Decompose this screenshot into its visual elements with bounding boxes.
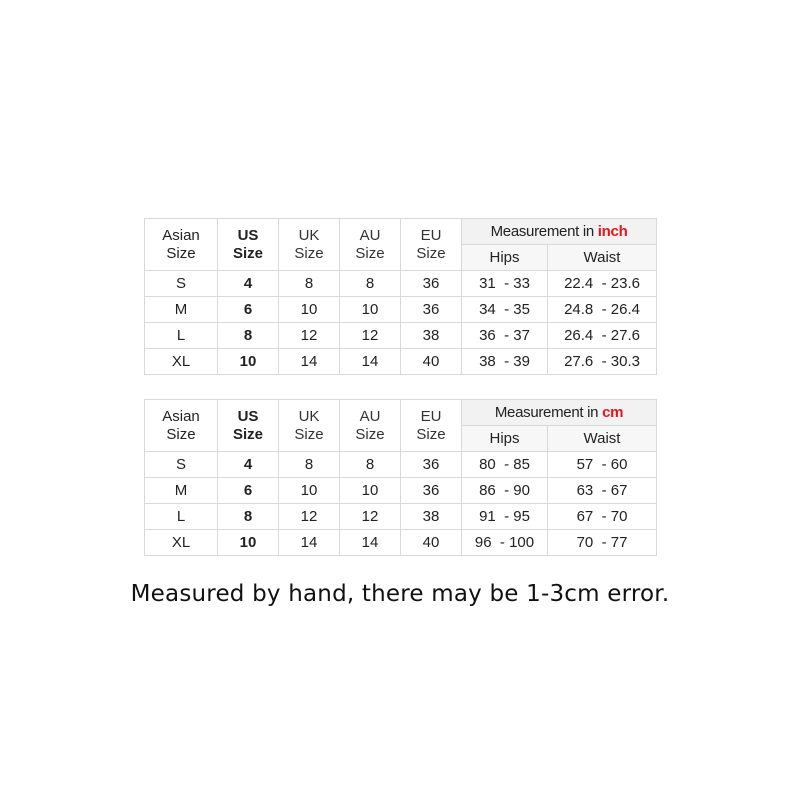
cell-uk: 8 <box>279 452 340 478</box>
header-measurement-inch: Measurement in inch <box>462 219 657 245</box>
header-au-size: AU Size <box>340 219 401 271</box>
cell-us: 6 <box>218 297 279 323</box>
header-uk-size: UK Size <box>279 219 340 271</box>
cell-hips: 91 - 95 <box>462 504 548 530</box>
cell-eu: 40 <box>401 349 462 375</box>
header-eu-size: EU Size <box>401 219 462 271</box>
table-row <box>145 504 657 530</box>
cell-asian: L <box>145 323 218 349</box>
cell-eu: 36 <box>401 478 462 504</box>
unit-label: inch <box>597 222 628 240</box>
header-asian-size: Asian Size <box>145 219 218 271</box>
measurement-note: Measured by hand, there may be 1-3cm error. <box>130 581 670 607</box>
cell-au: 8 <box>340 271 401 297</box>
header-uk-size: UK Size <box>279 400 340 452</box>
cell-us: 10 <box>218 530 279 556</box>
cell-waist: 63 - 67 <box>548 478 657 504</box>
cell-eu: 40 <box>401 530 462 556</box>
cell-eu: 36 <box>401 297 462 323</box>
table-row <box>145 323 657 349</box>
cell-au: 8 <box>340 452 401 478</box>
cell-au: 14 <box>340 349 401 375</box>
cell-hips: 31 - 33 <box>462 271 548 297</box>
cell-asian: XL <box>145 530 218 556</box>
cell-eu: 38 <box>401 504 462 530</box>
cell-eu: 36 <box>401 452 462 478</box>
table-row <box>145 452 657 478</box>
table-row <box>145 271 657 297</box>
cell-uk: 14 <box>279 530 340 556</box>
cell-waist: 24.8 - 26.4 <box>548 297 657 323</box>
cell-waist: 70 - 77 <box>548 530 657 556</box>
cell-hips: 80 - 85 <box>462 452 548 478</box>
cell-waist: 57 - 60 <box>548 452 657 478</box>
cell-hips: 38 - 39 <box>462 349 548 375</box>
cell-us: 10 <box>218 349 279 375</box>
header-hips: Hips <box>462 426 548 452</box>
header-waist: Waist <box>548 245 657 271</box>
cell-uk: 12 <box>279 323 340 349</box>
cell-us: 4 <box>218 271 279 297</box>
header-au-size: AU Size <box>340 400 401 452</box>
cell-asian: S <box>145 271 218 297</box>
cell-hips: 36 - 37 <box>462 323 548 349</box>
cell-waist: 67 - 70 <box>548 504 657 530</box>
header-eu-size: EU Size <box>401 400 462 452</box>
header-us-size: US Size <box>218 400 279 452</box>
size-table-inch <box>144 218 657 375</box>
cell-au: 10 <box>340 297 401 323</box>
cell-asian: S <box>145 452 218 478</box>
cell-au: 14 <box>340 530 401 556</box>
cell-hips: 34 - 35 <box>462 297 548 323</box>
unit-label: cm <box>602 403 624 421</box>
cell-asian: XL <box>145 349 218 375</box>
cell-uk: 10 <box>279 478 340 504</box>
table-row <box>145 297 657 323</box>
cell-hips: 96 - 100 <box>462 530 548 556</box>
cell-us: 6 <box>218 478 279 504</box>
header-asian-size: Asian Size <box>145 400 218 452</box>
cell-uk: 12 <box>279 504 340 530</box>
header-waist: Waist <box>548 426 657 452</box>
table-row <box>145 478 657 504</box>
cell-asian: M <box>145 297 218 323</box>
header-us-size: US Size <box>218 219 279 271</box>
header-measurement-cm: Measurement in cm <box>462 400 657 426</box>
table-row <box>145 349 657 375</box>
cell-uk: 8 <box>279 271 340 297</box>
cell-us: 4 <box>218 452 279 478</box>
cell-uk: 14 <box>279 349 340 375</box>
cell-uk: 10 <box>279 297 340 323</box>
cell-waist: 26.4 - 27.6 <box>548 323 657 349</box>
cell-au: 12 <box>340 323 401 349</box>
header-hips: Hips <box>462 245 548 271</box>
cell-au: 10 <box>340 478 401 504</box>
cell-eu: 38 <box>401 323 462 349</box>
cell-us: 8 <box>218 504 279 530</box>
cell-waist: 22.4 - 23.6 <box>548 271 657 297</box>
cell-eu: 36 <box>401 271 462 297</box>
cell-asian: M <box>145 478 218 504</box>
cell-hips: 86 - 90 <box>462 478 548 504</box>
cell-waist: 27.6 - 30.3 <box>548 349 657 375</box>
cell-asian: L <box>145 504 218 530</box>
cell-us: 8 <box>218 323 279 349</box>
size-table-cm <box>144 399 657 556</box>
cell-au: 12 <box>340 504 401 530</box>
table-row <box>145 530 657 556</box>
